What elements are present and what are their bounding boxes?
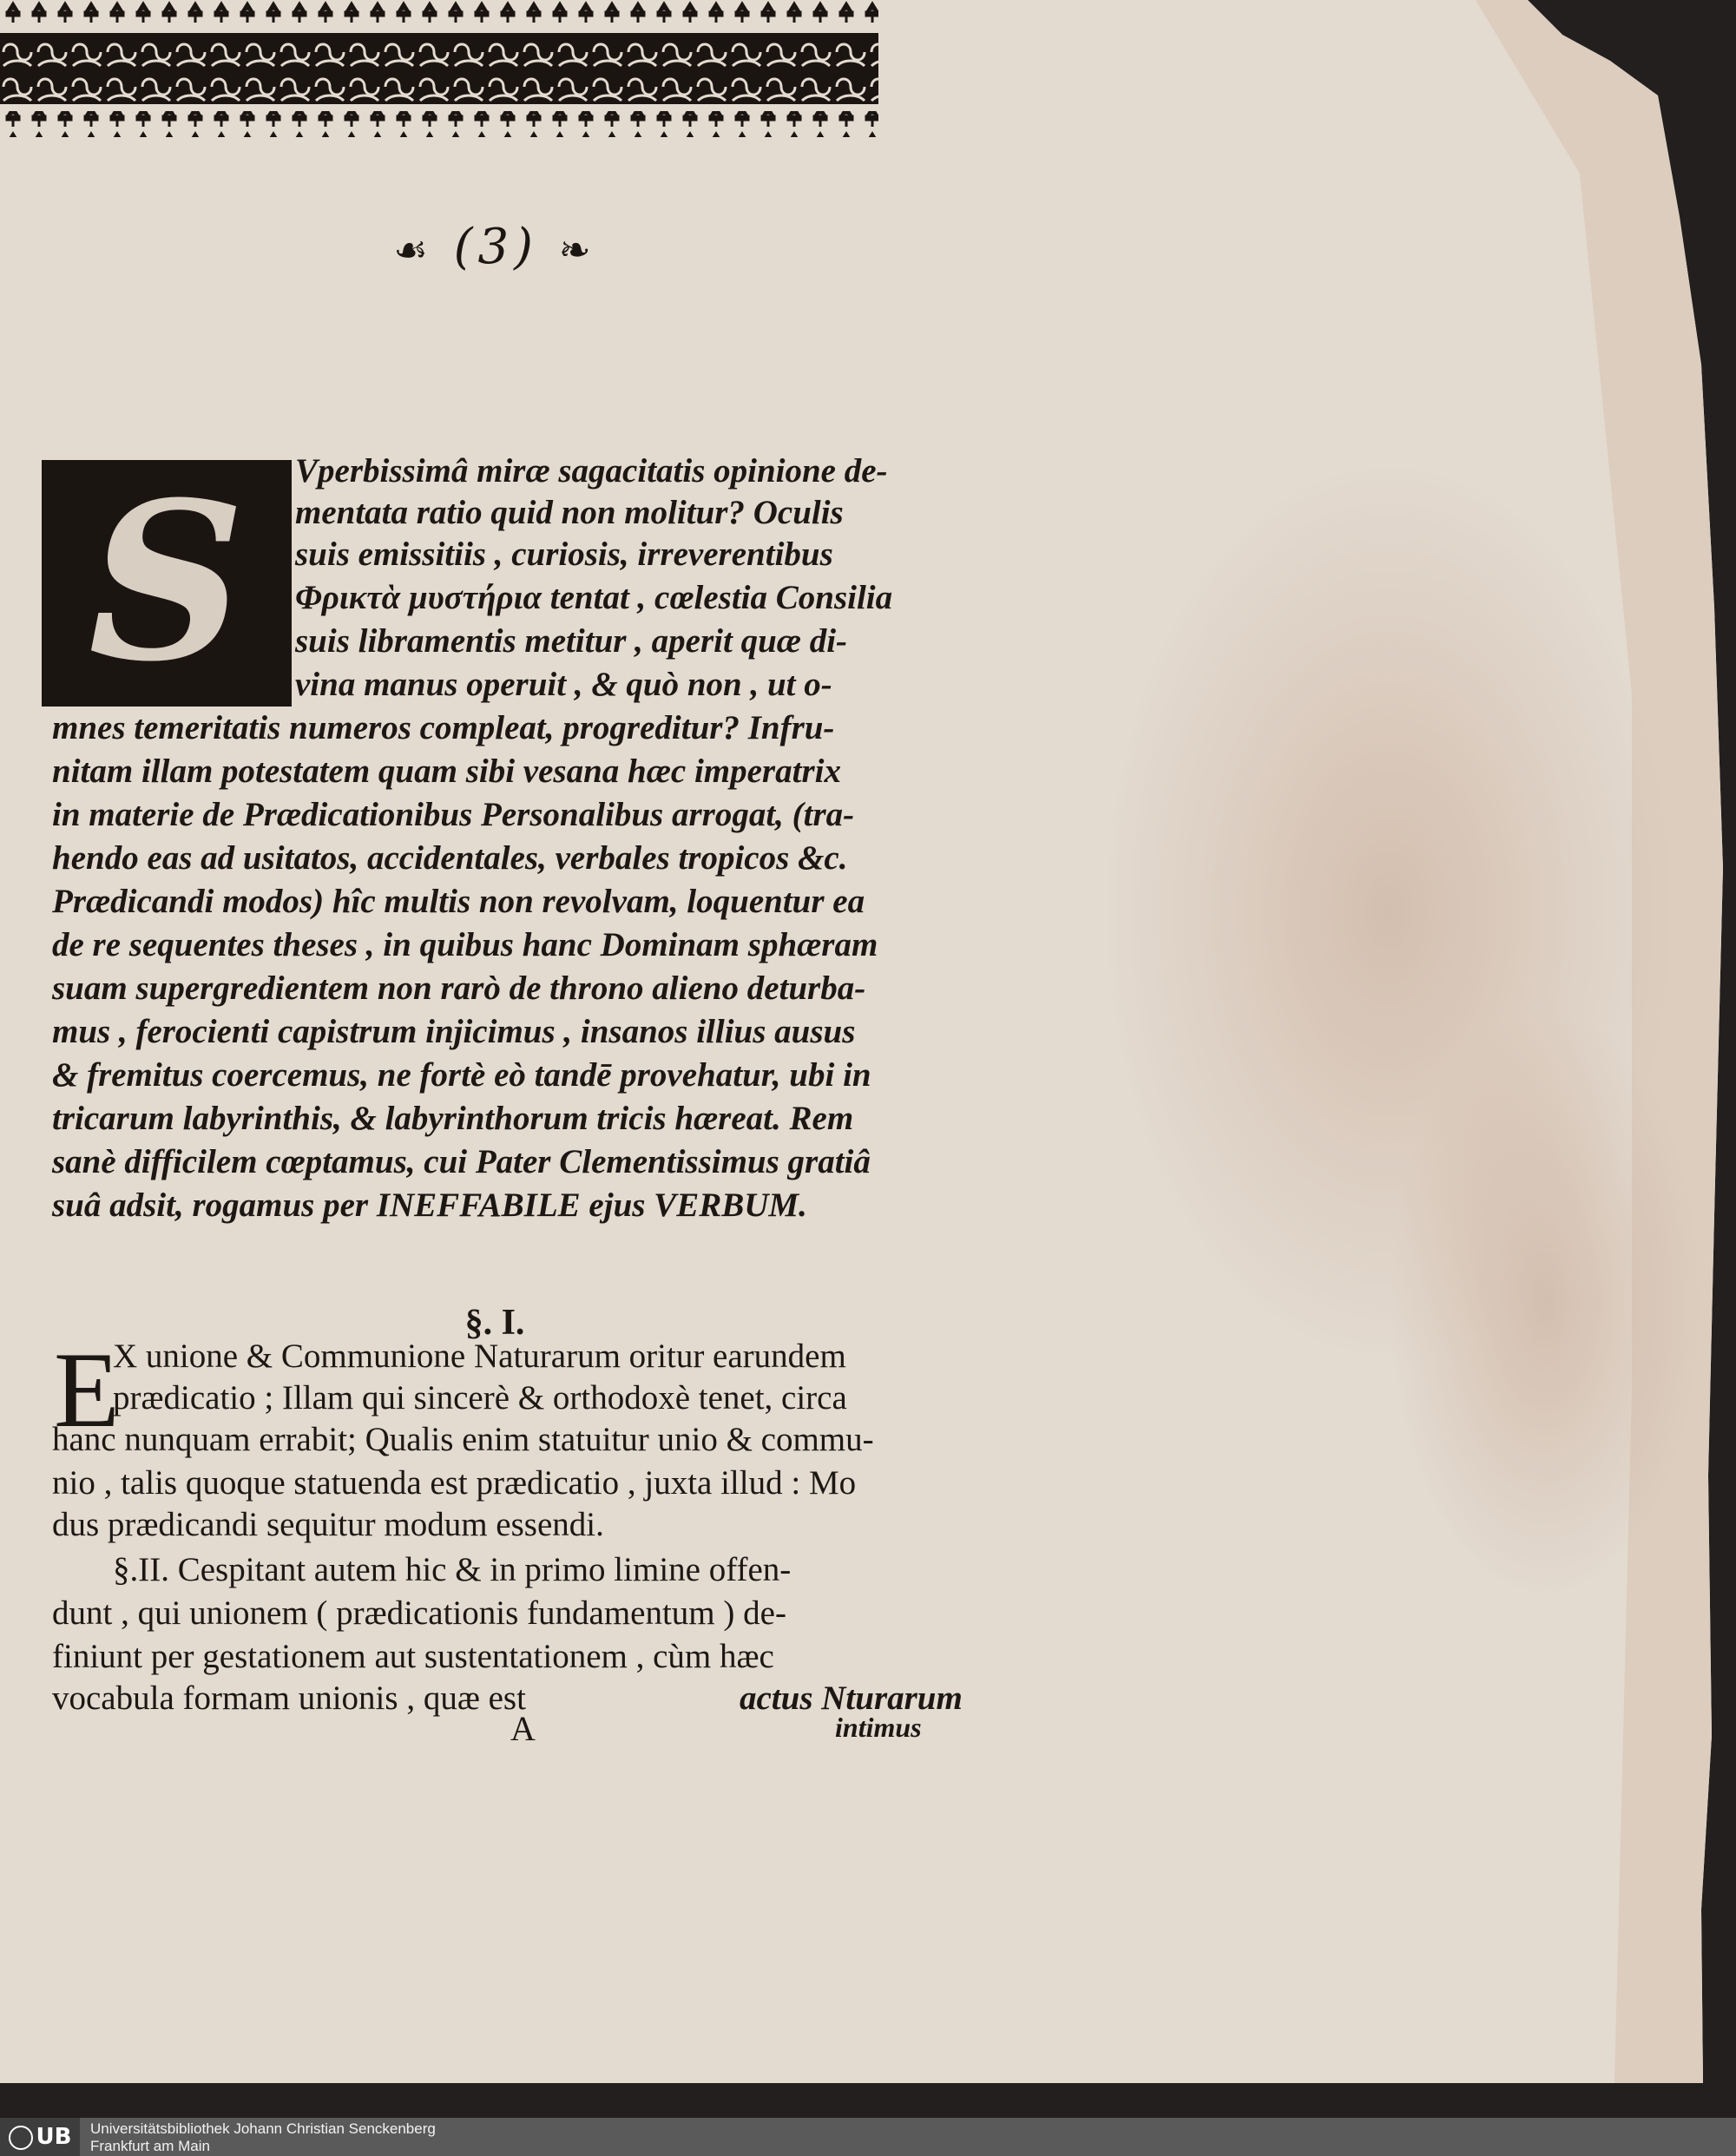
- footer-bar: [0, 2118, 1736, 2156]
- ornament-right-icon: ❧: [558, 228, 596, 273]
- text-line: vocabula formam unionis , quæ est: [52, 1679, 526, 1717]
- text-line: vina manus operuit , & quò non , ut o-: [295, 666, 832, 703]
- section-initial: E: [54, 1331, 120, 1449]
- footer-line-2: Frankfurt am Main: [90, 2138, 210, 2154]
- text-line: mnes temeritatis numeros compleat, progreditur? Infru-: [52, 709, 835, 746]
- page-header: [382, 219, 608, 275]
- text-line: suis libramentis metitur , aperit quæ di-: [295, 622, 848, 660]
- page-number: (3): [453, 219, 538, 275]
- ornamental-headpiece: [0, 0, 878, 137]
- text-line: suam supergredientem non rarò de throno alieno deturba-: [52, 970, 866, 1007]
- text-line: X unione & Communione Naturarum oritur earundem: [113, 1338, 846, 1375]
- text-line: & fremitus coercemus, ne fortè eò tandē provehatur, ubi in: [52, 1056, 871, 1094]
- text-line: Prædicandi modos) hîc multis non revolvam, loquentur ea: [52, 883, 865, 920]
- text-line: sanè difficilem cœptamus, cui Pater Clementissimus gratiâ: [52, 1143, 871, 1180]
- text-line: nio , talis quoque statuenda est prædicatio , juxta illud : Mo: [52, 1464, 857, 1502]
- text-line: mus , ferocienti capistrum injicimus , insanos illius ausus: [52, 1013, 856, 1050]
- footer-text: [90, 2120, 436, 2155]
- text-line: tricarum labyrinthis, & labyrinthorum tricis hæreat. Rem: [52, 1100, 854, 1137]
- text-line: hendo eas ad usitatos, accidentales, verbales tropicos &c.: [52, 839, 848, 877]
- text-line-italic: actus Nturarum: [740, 1679, 963, 1717]
- text-line: dus prædicandi sequitur modum essendi.: [52, 1506, 604, 1543]
- decorated-initial: [42, 454, 292, 709]
- text-line: mentata ratio quid non molitur? Oculis: [295, 494, 844, 531]
- text-line: §.II. Cespitant autem hic & in primo limine offen-: [113, 1551, 792, 1588]
- water-stain-2: [1389, 1007, 1701, 1597]
- catchword: intimus: [835, 1712, 922, 1743]
- text-line: hanc nunquam errabit; Qualis enim statuitur unio & commu-: [52, 1421, 874, 1458]
- logo-text: UB: [36, 2124, 72, 2150]
- text-line: prædicatio ; Illam qui sincerè & orthodoxè tenet, circa: [113, 1379, 847, 1417]
- text-line: suis emissitiis , curiosis, irreverentibus: [295, 536, 833, 573]
- footer-line-1: Universitätsbibliothek Johann Christian Senckenberg: [90, 2120, 436, 2137]
- text-line: Vperbissimâ miræ sagacitatis opinione de-: [295, 452, 888, 490]
- text-line: dunt , qui unionem ( prædicationis fundamentum ) de-: [52, 1594, 786, 1632]
- initial-letter: S: [88, 454, 246, 709]
- text-line: Φρικτὰ μυστήρια tentat , cœlestia Consilia: [295, 579, 893, 616]
- text-line: suâ adsit, rogamus per INEFFABILE ejus VERBUM.: [52, 1186, 807, 1224]
- library-logo: [0, 2118, 80, 2156]
- ornament-left-icon: ☙: [393, 228, 433, 273]
- signature-mark: A: [510, 1709, 536, 1748]
- seal-icon: [9, 2126, 33, 2150]
- text-line: de re sequentes theses , in quibus hanc Dominam sphæram: [52, 926, 878, 963]
- text-line: nitam illam potestatem quam sibi vesana hæc imperatrix: [52, 753, 841, 790]
- text-line: finiunt per gestationem aut sustentationem , cùm hæc: [52, 1638, 774, 1675]
- section-heading: §. I.: [464, 1303, 525, 1343]
- text-line: in materie de Prædicationibus Personalibus arrogat, (tra-: [52, 796, 855, 833]
